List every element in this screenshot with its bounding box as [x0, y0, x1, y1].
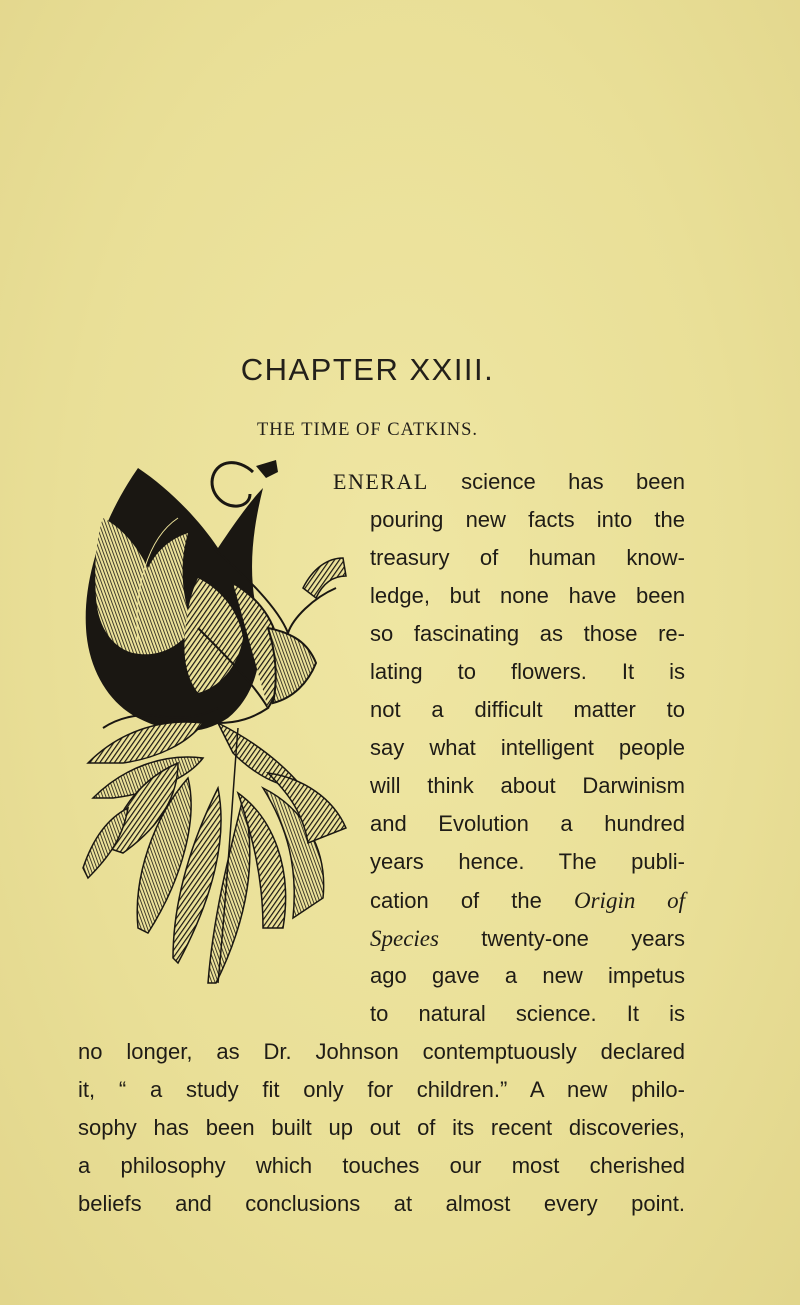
text-line-12 — [370, 889, 685, 912]
text-line-4: ledge, but none have been — [370, 583, 685, 608]
text-line-7: not a difficult matter to — [370, 697, 685, 722]
text-line-18: sophy has been built up out of its recent discoveries, — [78, 1115, 685, 1140]
text-line-12-pre: cation of the — [370, 888, 574, 913]
chapter-subheading: THE TIME OF CATKINS. — [256, 420, 479, 440]
catkin-dropcap-illustration — [78, 458, 352, 986]
dropcap-continuation: ENERAL — [333, 469, 429, 494]
book-title-species: Species — [370, 926, 439, 951]
text-line-13 — [370, 927, 685, 950]
book-title-origin: Origin of — [574, 888, 685, 913]
text-line-14: ago gave a new impetus — [370, 963, 685, 988]
text-line-20: beliefs and conclusions at almost every point. — [78, 1191, 685, 1216]
text-line-10: and Evolution a hundred — [370, 811, 685, 836]
text-line-2: pouring new facts into the — [370, 507, 685, 532]
text-line-19: a philosophy which touches our most cherished — [78, 1153, 685, 1178]
text-line-3: treasury of human know- — [370, 545, 685, 570]
text-line-15: to natural science. It is — [370, 1001, 685, 1026]
text-line-8: say what intelligent people — [370, 735, 685, 760]
text-line-5: so fascinating as those re- — [370, 621, 685, 646]
text-line-13-post: twenty-one years — [438, 926, 685, 951]
text-line-1-rest: science has been — [428, 469, 685, 494]
text-line-1 — [333, 471, 685, 493]
text-line-16: no longer, as Dr. Johnson contemptuously declared — [78, 1039, 685, 1064]
text-line-9: will think about Darwinism — [370, 773, 685, 798]
text-line-6: lating to flowers. It is — [370, 659, 685, 684]
text-line-11: years hence. The publi- — [370, 849, 685, 874]
text-line-17: it, “ a study fit only for children.” A new philo- — [78, 1077, 685, 1102]
chapter-heading: CHAPTER XXIII. — [240, 352, 495, 387]
